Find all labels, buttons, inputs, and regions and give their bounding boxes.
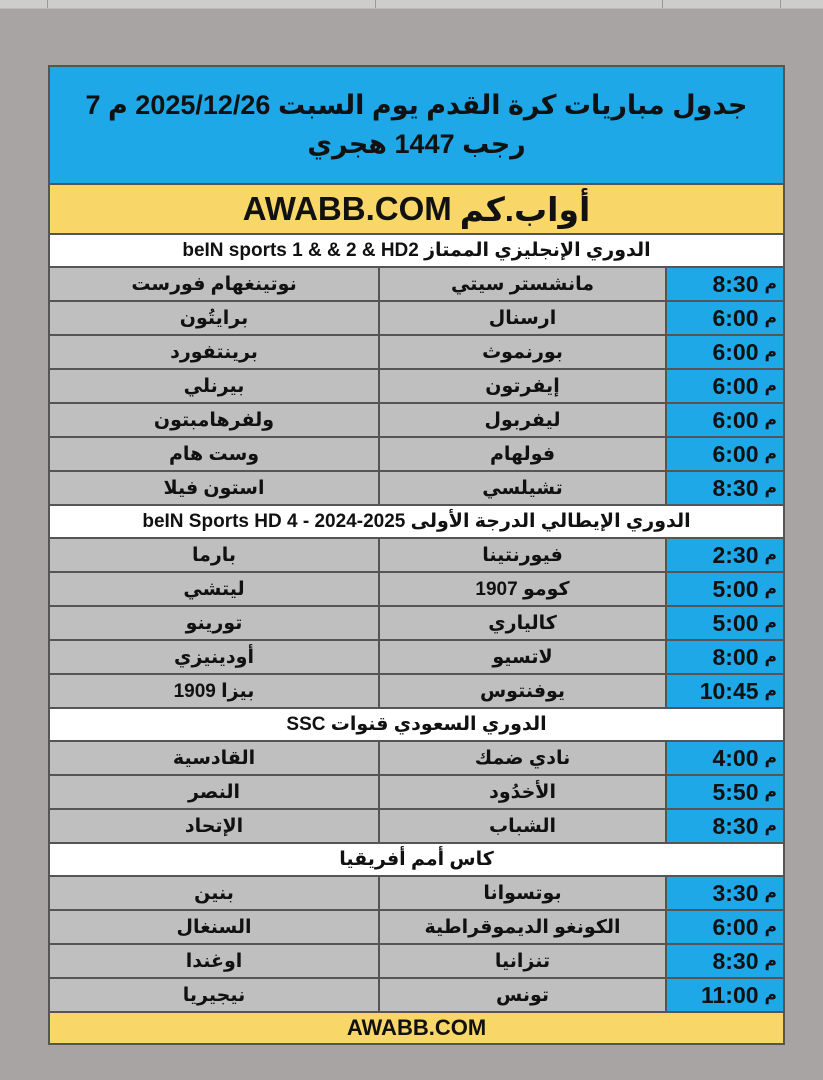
home-team: تشيلسي: [378, 472, 665, 504]
time-suffix: م: [764, 951, 777, 970]
match-row: [50, 675, 783, 709]
away-team: القادسية: [50, 742, 378, 774]
home-team: فولهام: [378, 438, 665, 470]
match-time-cell: [665, 810, 783, 842]
schedule-title: جدول مباريات كرة القدم يوم السبت 2025/12/26 م 7 رجب 1447 هجري: [50, 67, 783, 185]
leagues-container: [50, 235, 783, 1013]
away-team: بارما: [50, 539, 378, 571]
match-time-cell: [665, 877, 783, 909]
time-suffix: م: [764, 478, 777, 497]
away-team: برايتُون: [50, 302, 378, 334]
home-team: لاتسيو: [378, 641, 665, 673]
away-team: اوغندا: [50, 945, 378, 977]
match-row: [50, 945, 783, 979]
time-suffix: م: [764, 274, 777, 293]
match-row: [50, 573, 783, 607]
time-suffix: م: [764, 917, 777, 936]
time-suffix: م: [764, 410, 777, 429]
match-row: [50, 810, 783, 844]
match-row: [50, 911, 783, 945]
match-time-cell: [665, 404, 783, 436]
match-row: [50, 641, 783, 675]
match-row: [50, 877, 783, 911]
match-row: [50, 776, 783, 810]
time-suffix: م: [764, 444, 777, 463]
match-time: 4:00: [712, 744, 759, 771]
away-team: السنغال: [50, 911, 378, 943]
league-heading: الدوري السعودي قنوات SSC: [50, 709, 783, 742]
away-team: بنين: [50, 877, 378, 909]
match-time-cell: [665, 573, 783, 605]
brand-arabic: أواب.كم: [459, 190, 591, 228]
home-team: الكونغو الديموقراطية: [378, 911, 665, 943]
match-time: 6:00: [712, 372, 759, 399]
match-time: 5:50: [712, 778, 759, 805]
match-time: 8:30: [712, 947, 759, 974]
away-team: وست هام: [50, 438, 378, 470]
league-heading: الدوري الإنجليزي الممتاز beIN sports 1 & & 2 & HD2: [50, 235, 783, 268]
away-team: برينتفورد: [50, 336, 378, 368]
match-row: [50, 302, 783, 336]
away-team: أودينيزي: [50, 641, 378, 673]
match-time-cell: [665, 979, 783, 1011]
match-time: 11:00: [700, 981, 759, 1008]
time-suffix: م: [764, 681, 777, 700]
time-suffix: م: [764, 579, 777, 598]
time-suffix: م: [764, 545, 777, 564]
match-time-cell: [665, 776, 783, 808]
match-time: 2:30: [712, 541, 759, 568]
match-time-cell: [665, 742, 783, 774]
match-time-cell: [665, 675, 783, 707]
match-time: 6:00: [712, 913, 759, 940]
time-suffix: م: [764, 342, 777, 361]
away-team: تورينو: [50, 607, 378, 639]
away-team: ولفرهامبتون: [50, 404, 378, 436]
match-time-cell: [665, 607, 783, 639]
strip-tick: [375, 0, 376, 8]
match-time-cell: [665, 438, 783, 470]
footer-site: AWABB.COM: [50, 1013, 783, 1043]
home-team: تنزانيا: [378, 945, 665, 977]
match-time-cell: [665, 336, 783, 368]
match-row: [50, 979, 783, 1013]
home-team: تونس: [378, 979, 665, 1011]
time-suffix: م: [764, 816, 777, 835]
match-time: 8:30: [712, 270, 759, 297]
match-time-cell: [665, 641, 783, 673]
strip-tick: [47, 0, 48, 8]
match-time-cell: [665, 302, 783, 334]
away-team: بيزا 1909: [50, 675, 378, 707]
match-time: 8:00: [712, 643, 759, 670]
brand-latin: AWABB.COM: [242, 190, 452, 227]
away-team: النصر: [50, 776, 378, 808]
strip-tick: [780, 0, 781, 8]
away-team: الإتحاد: [50, 810, 378, 842]
match-row: [50, 438, 783, 472]
time-suffix: م: [764, 647, 777, 666]
away-team: ليتشي: [50, 573, 378, 605]
home-team: مانشستر سيتي: [378, 268, 665, 300]
away-team: بيرنلي: [50, 370, 378, 402]
home-team: ليفربول: [378, 404, 665, 436]
home-team: يوفنتوس: [378, 675, 665, 707]
league-heading: الدوري الإيطالي الدرجة الأولى 2025-2024 - beIN Sports HD 4: [50, 506, 783, 539]
match-time-cell: [665, 370, 783, 402]
home-team: بورنموث: [378, 336, 665, 368]
league-heading: كاس أمم أفريقيا: [50, 844, 783, 877]
match-row: [50, 404, 783, 438]
match-time: 5:00: [712, 609, 759, 636]
time-suffix: م: [764, 782, 777, 801]
time-suffix: م: [764, 613, 777, 632]
match-time-cell: [665, 268, 783, 300]
home-team: الأخدُود: [378, 776, 665, 808]
match-row: [50, 607, 783, 641]
match-time-cell: [665, 472, 783, 504]
strip-tick: [662, 0, 663, 8]
match-time: 6:00: [712, 406, 759, 433]
match-row: [50, 472, 783, 506]
time-suffix: م: [764, 883, 777, 902]
away-team: نوتينغهام فورست: [50, 268, 378, 300]
match-time: 3:30: [712, 879, 759, 906]
time-suffix: م: [764, 308, 777, 327]
time-suffix: م: [764, 748, 777, 767]
home-team: كومو 1907: [378, 573, 665, 605]
match-row: [50, 336, 783, 370]
home-team: كالياري: [378, 607, 665, 639]
match-time: 5:00: [712, 575, 759, 602]
match-time-cell: [665, 911, 783, 943]
home-team: نادي ضمك: [378, 742, 665, 774]
home-team: ارسنال: [378, 302, 665, 334]
match-time-cell: [665, 539, 783, 571]
match-row: [50, 370, 783, 404]
away-team: استون فيلا: [50, 472, 378, 504]
match-time: 8:30: [712, 474, 759, 501]
away-team: نيجيريا: [50, 979, 378, 1011]
match-time: 6:00: [712, 440, 759, 467]
match-time-cell: [665, 945, 783, 977]
match-row: [50, 742, 783, 776]
match-time: 6:00: [712, 304, 759, 331]
brand-banner: [50, 185, 783, 235]
home-team: إيفرتون: [378, 370, 665, 402]
schedule-sheet: [48, 65, 785, 1045]
time-suffix: م: [764, 376, 777, 395]
match-row: [50, 539, 783, 573]
time-suffix: م: [764, 985, 777, 1004]
home-team: الشباب: [378, 810, 665, 842]
top-strip: [0, 0, 823, 9]
match-time: 8:30: [712, 812, 759, 839]
match-row: [50, 268, 783, 302]
match-time: 6:00: [712, 338, 759, 365]
home-team: بوتسوانا: [378, 877, 665, 909]
home-team: فيورنتينا: [378, 539, 665, 571]
match-time: 10:45: [699, 677, 759, 704]
